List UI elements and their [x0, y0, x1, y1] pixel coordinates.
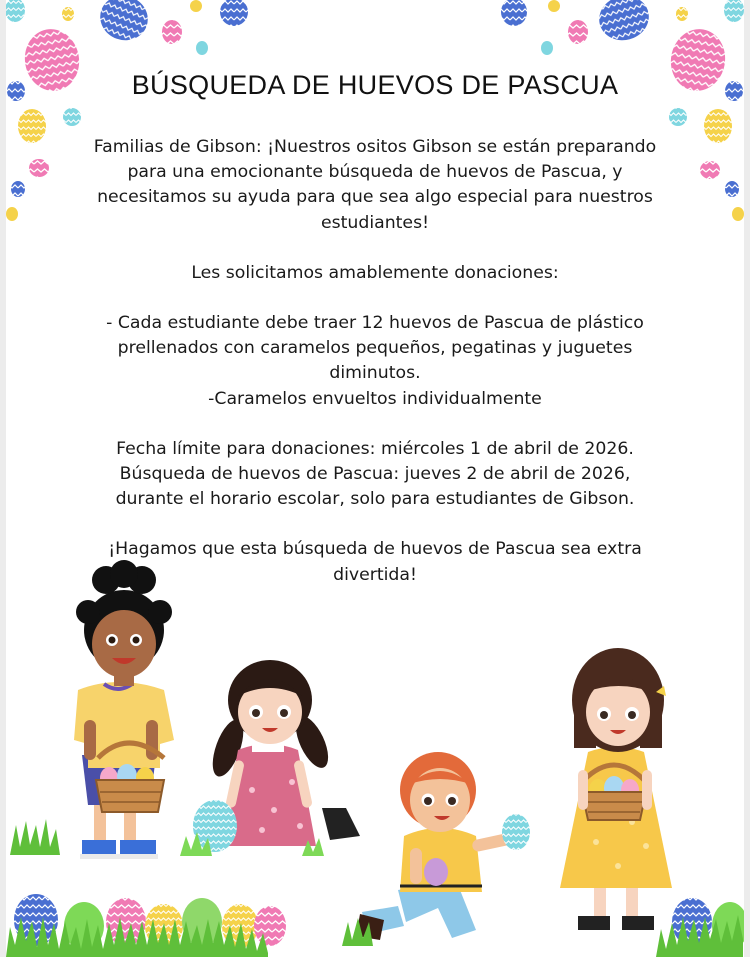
pink-egg-icon	[162, 20, 182, 44]
girl-with-pigtails-illustration	[193, 660, 360, 852]
paragraph-gap	[76, 286, 674, 311]
blue-egg-icon	[594, 0, 654, 46]
intro-line: Familias de Gibson: ¡Nuestros ositos Gibson se están preparando	[93, 137, 657, 157]
boy-kneeling-with-egg-illustration	[356, 752, 530, 940]
teal-egg-icon	[669, 108, 687, 126]
paragraph-gap	[76, 412, 674, 437]
teal-egg-icon	[724, 0, 744, 22]
donation-item-line: -Caramelos envueltos individualmente	[208, 388, 542, 409]
closing-line: divertida!	[333, 564, 417, 585]
teal-egg-icon	[502, 814, 530, 850]
paragraph-gap	[76, 236, 674, 261]
blue-egg-icon	[94, 0, 154, 47]
yellow-egg-icon	[548, 0, 560, 12]
blue-egg-icon	[501, 0, 527, 26]
yellow-egg-icon	[732, 207, 744, 221]
yellow-egg-icon	[190, 0, 202, 12]
donation-item-line: - Cada estudiante debe traer 12 huevos de Pascua de plástico	[106, 313, 644, 334]
yellow-egg-icon	[6, 207, 18, 221]
paragraph-gap	[76, 512, 674, 537]
page-title: BÚSQUEDA DE HUEVOS DE PASCUA	[131, 70, 619, 100]
yellow-egg-icon	[18, 109, 46, 143]
teal-egg-icon	[63, 108, 81, 126]
pink-egg-icon	[424, 858, 448, 886]
pink-egg-icon	[700, 161, 720, 179]
pink-egg-icon	[29, 159, 49, 177]
closing-line: ¡Hagamos que esta búsqueda de huevos de Pascua sea extra	[108, 539, 642, 560]
teal-egg-icon	[6, 0, 25, 22]
date-line: Búsqueda de huevos de Pascua: jueves 2 de abril de 2026,	[119, 464, 631, 485]
intro-line: necesitamos su ayuda para que sea algo especial para nuestros	[97, 187, 653, 208]
donation-item-line: prellenados con caramelos pequeños, pegatinas y juguetes	[117, 338, 633, 359]
blue-egg-icon	[220, 0, 248, 26]
donation-item-line: diminutos.	[329, 363, 421, 384]
pink-egg-icon	[568, 20, 588, 44]
teal-egg-icon	[196, 41, 208, 55]
blue-egg-icon	[725, 181, 739, 197]
flyer-page	[6, 0, 744, 957]
yellow-egg-icon	[676, 7, 688, 21]
yellow-egg-icon	[704, 109, 732, 143]
pink-egg-icon	[254, 906, 286, 946]
intro-line: para una emocionante búsqueda de huevos de Pascua, y	[127, 162, 623, 183]
intro-line: estudiantes!	[320, 212, 430, 233]
donation-request: Les solicitamos amablemente donaciones:	[191, 262, 559, 283]
teal-egg-icon	[541, 41, 553, 55]
girl-with-basket-illustration	[560, 648, 672, 930]
date-line: durante el horario escolar, solo para estudiantes de Gibson.	[115, 489, 635, 510]
yellow-egg-icon	[62, 7, 74, 21]
flyer-body	[76, 135, 674, 588]
boy-with-basket-illustration	[74, 560, 174, 859]
blue-egg-icon	[11, 181, 25, 197]
date-line: Fecha límite para donaciones: miércoles 1 de abril de 2026.	[116, 438, 634, 459]
